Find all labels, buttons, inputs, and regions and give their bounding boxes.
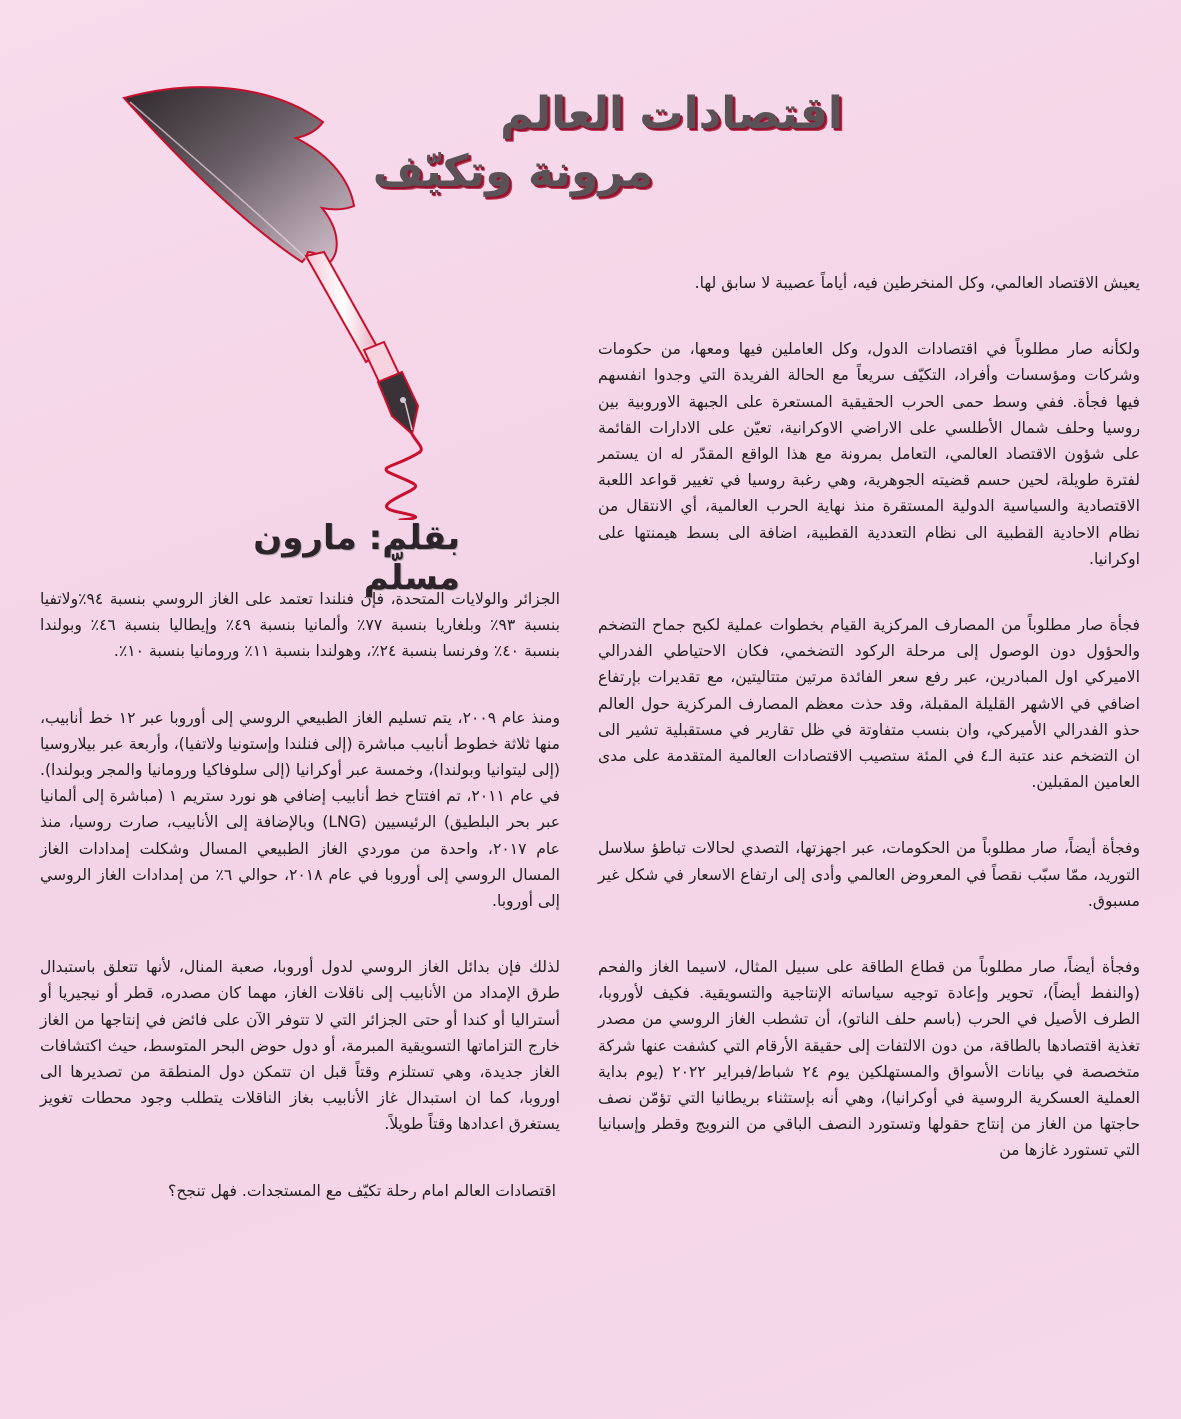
- paragraph: يعيش الاقتصاد العالمي، وكل المنخرطين فيه، أياماً عصيبة لا سابق لها.: [694, 274, 1140, 292]
- paragraph: الجزائر والولايات المتحدة، فإن فنلندا تعتمد على الغاز الروسي بنسبة ٩٤٪ولاتفيا بنسبة ٩٣٪ وبلغاريا بنسبة ٧٧٪ وألمانيا بنسبة ٤٩٪ وإيطاليا بنسبة ٤٦٪ وبولندا بنسبة ٤٠٪ وفرنسا بنسبة ٢٤٪، وهولندا بنسبة ١١٪ ورومانيا بنسبة ١٠٪.: [40, 590, 561, 661]
- paragraph: ولكأنه صار مطلوباً في اقتصادات الدول، وكل العاملين فيها ومعها، من حكومات وشركات ومؤسسات وأفراد، التكيّف سريعاً مع الحالة الفريدة التي وجدوا انفسهم فيها فجأة. ففي وسط حمى الحرب الحقيقية المستعرة على الجبهة الاوروبية بين روسيا وحلف شمال الأطلسي على الاراضي الاوكرانية، تعيّن على الادارات القائمة على شؤون الاقتصاد العالمي، التعامل بمرونة مع هذا الواقع المقدّر له ان يستمر لفترة طويلة، لحين حسم قضيته الجوهرية، وهي رغبة روسيا في تغيير قواعد اللعبة الاقتصادية والسياسية الدولية المستقرة منذ نهاية الحرب العالمية، أي الانتقال من نظام الاحادية القطبية الى نظام التعددية القطبية، اضافة الى بسط هيمنتها على اوكرانيا.: [598, 340, 1140, 568]
- paragraph: وفجأة أيضاً، صار مطلوباً من قطاع الطاقة على سبيل المثال، لاسيما الغاز والفحم (والنفط أيضاً)، تحوير وإعادة توجيه سياساته الإنتاجية والتسويقية. فكيف لأوروبا، الطرف الأصيل في الحرب (باسم حلف الناتو)، أن تشطب الغاز الروسي من مصدر تغذية اقتصادها بالطاقة، من دون الالتفات إلى حقيقة الأرقام التي كشفت عنها شركة متخصصة في بيانات الأسواق والمستهلكين يوم ٢٤ شباط/فبراير ٢٠٢٢ (يوم بداية العملية العسكرية الروسية في أوكرانيا)، وهي أنه بإستثناء بريطانيا التي تؤمّن نصف حاجتها من الغاز من إنتاج حقولها وتستورد النصف الباقي من النرويج وقطر وإسبانيا التي تستورد غازها من: [598, 958, 1140, 1160]
- right-column: [598, 270, 1140, 1164]
- paragraph: وفجأة أيضاً، صار مطلوباً من الحكومات، عبر اجهزتها، التصدي لحالات تباطؤ سلاسل التوريد، ممّا سبّب نقصاً في المعروض العالمي وأدى إلى ارتفاع الاسعار في شكل غير مسبوق.: [598, 839, 1140, 910]
- title-line-2: مرونة وتكيّف: [372, 146, 653, 197]
- article-title: [323, 88, 843, 197]
- author-byline: بقلم: مارون مسلّم: [253, 518, 460, 598]
- paragraph: لذلك فإن بدائل الغاز الروسي لدول أوروبا، صعبة المنال، لأنها تتعلق باستبدال طرق الإمداد من الأنابيب إلى ناقلات الغاز، مهما كان مصدره، قطر أو نيجيريا أو أستراليا أو كندا أو حتى الجزائر التي لا تتوفر الآن على فائض في إنتاجها من الغاز خارج التزاماتها التسويقية المبرمة، أو دول حوض البحر المتوسط، حيث اكتشافات الغاز جديدة، وهي تستلزم وقتاً قبل ان تتمكن دول المنطقة من تصديرها الى اوروبا، كما ان استبدال غاز الأنابيب بغاز الناقلات يتطلب وجود محطات تغويز يستغرق اعدادها وقتاً طويلاً.: [40, 958, 560, 1134]
- title-line-1: اقتصادات العالم: [500, 88, 843, 139]
- paragraph: فجأة صار مطلوباً من المصارف المركزية القيام بخطوات عملية لكبح جماح التضخم والحؤول دون الوصول إلى مرحلة الركود التضخمي، فكان الاحتياطي الفدرالي الاميركي اول المبادرين، عبر رفع سعر الفائدة مرتين متتاليتين، مع تقديرات بإرتفاع اضافي في الاشهر القليلة المقبلة، وقد حذت معظم المصارف المركزية حول العالم حذو الفدرالي الأميركي، وان بنسب متفاوتة في ظل تقارير في مستقبلية تشير الى ان التضخم عند عتبة الـ٤ في المئة ستصيب الاقتصادات العالمية المتقدمة على مدى العامين المقبلين.: [598, 616, 1141, 792]
- left-column: [40, 586, 560, 1204]
- paragraph: ومنذ عام ٢٠٠٩، يتم تسليم الغاز الطبيعي الروسي إلى أوروبا عبر ١٢ خط أنابيب، منها ثلاثة خطوط أنابيب مباشرة (إلى فنلندا وإستونيا ولاتفيا)، وأربعة عبر بيلاروسيا (إلى ليتوانيا وبولندا)، وخمسة عبر أوكرانيا (إلى سلوفاكيا ورومانيا والمجر وبولندا). في عام ٢٠١١، تم افتتاح خط أنابيب إضافي هو نورد ستريم ١ (مباشرة إلى ألمانيا عبر بحر البلطيق) الرئيسيين (LNG) وبالإضافة إلى الأنابيب، صارت روسيا، منذ عام ٢٠١٧، واحدة من موردي الغاز الطبيعي المسال وشكلت إمدادات الغاز المسال الروسي إلى أوروبا في عام ٢٠١٨، حوالي ٦٪ من إمدادات الغاز الروسي إلى أوروبا.: [40, 708, 561, 911]
- closing-sentence: اقتصادات العالم امام رحلة تكيّف مع المستجدات. فهل تنجح؟: [168, 1181, 556, 1200]
